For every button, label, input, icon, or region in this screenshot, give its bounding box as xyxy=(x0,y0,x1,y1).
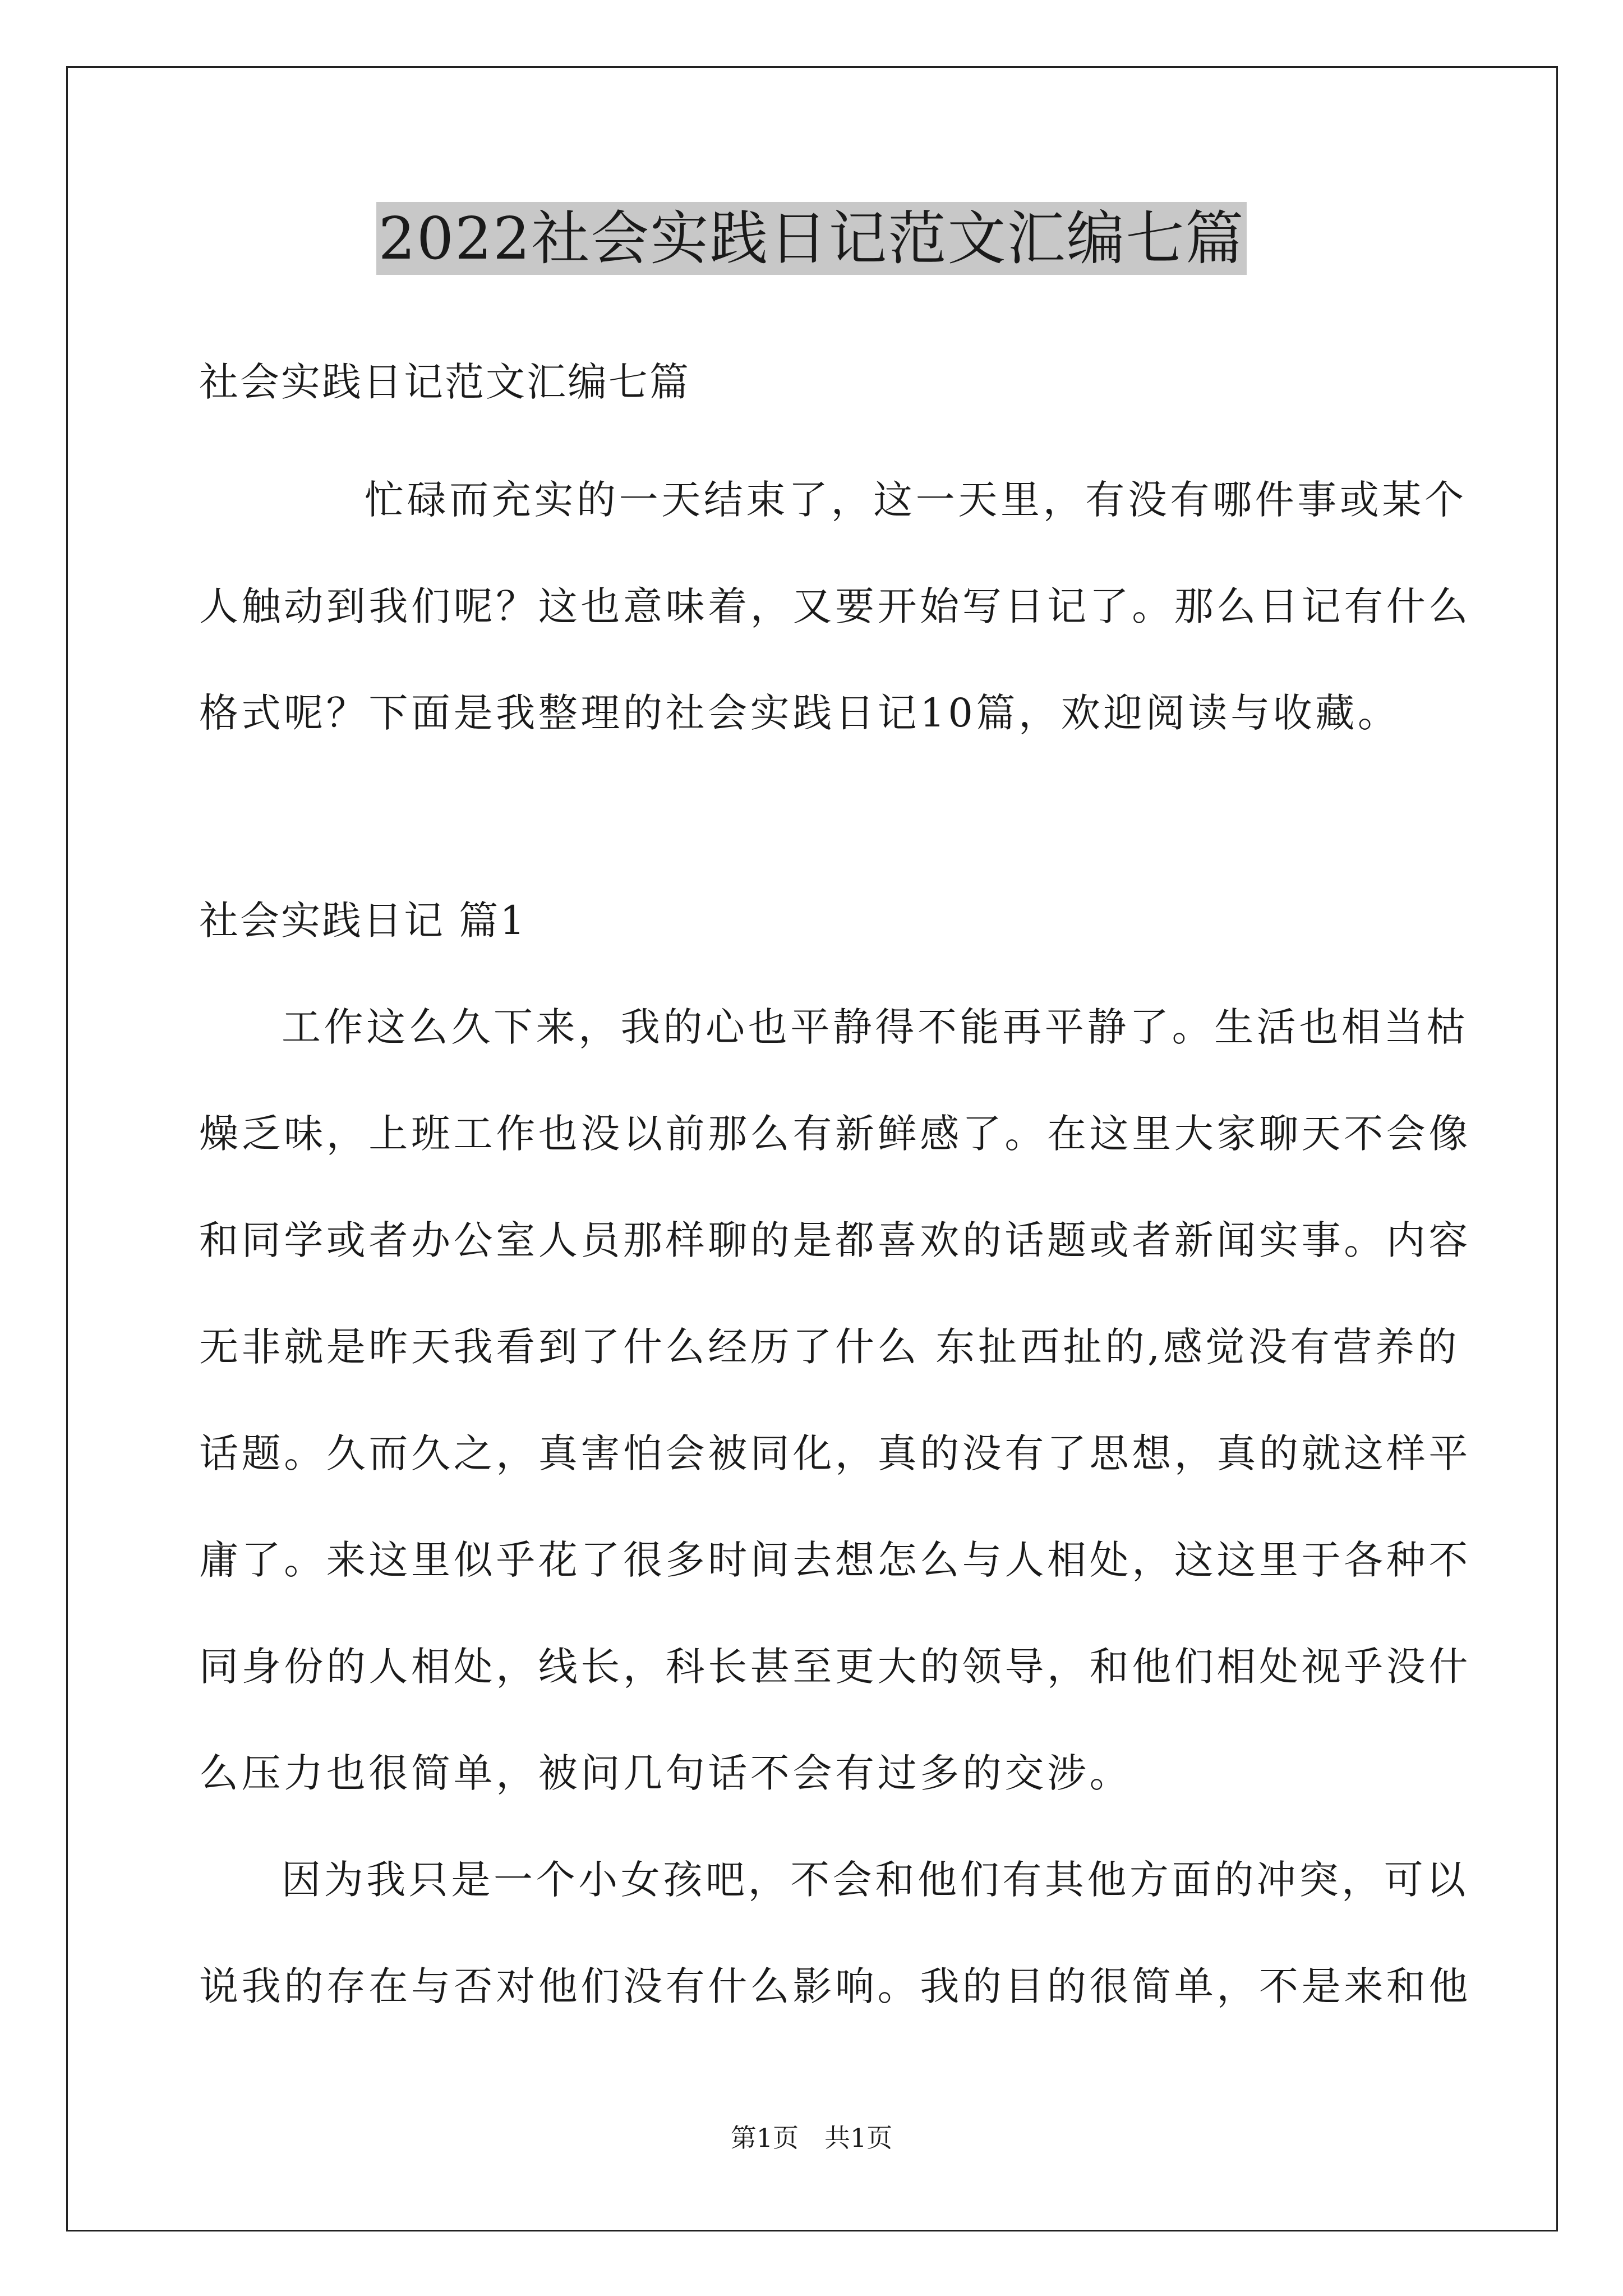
section-heading: 社会实践日记 篇1 xyxy=(199,898,527,944)
paragraph-line: 么压力也很简单，被问几句话不会有过多的交涉。 xyxy=(199,1750,1132,1796)
paragraph-line: 和同学或者办公室人员那样聊的是都喜欢的话题或者新闻实事。内容 xyxy=(199,1217,1471,1263)
paragraph-line: 庸了。来这里似乎花了很多时间去想怎么与人相处，这这里于各种不 xyxy=(199,1537,1471,1583)
paragraph-line: 工作这么久下来，我的心也平静得不能再平静了。生活也相当枯 xyxy=(282,1004,1469,1050)
intro-line: 人触动到我们呢？这也意味着，又要开始写日记了。那么日记有什么 xyxy=(199,583,1471,629)
document-title: 2022社会实践日记范文汇编七篇 xyxy=(376,202,1247,275)
intro-line: 忙碌而充实的一天结束了，这一天里，有没有哪件事或某个 xyxy=(365,477,1467,523)
paragraph-line: 话题。久而久之，真害怕会被同化，真的没有了思想，真的就这样平 xyxy=(199,1430,1471,1476)
paragraph-line: 说我的存在与否对他们没有什么影响。我的目的很简单，不是来和他 xyxy=(199,1963,1471,2009)
page-number: 第1页 共1页 xyxy=(730,2123,893,2153)
paragraph-line: 无非就是昨天我看到了什么经历了什么 东扯西扯的,感觉没有营养的 xyxy=(199,1324,1460,1370)
paragraph-line: 燥乏味，上班工作也没以前那么有新鲜感了。在这里大家聊天不会像 xyxy=(199,1111,1471,1157)
intro-line: 格式呢？下面是我整理的社会实践日记10篇，欢迎阅读与收藏。 xyxy=(199,690,1400,736)
document-subtitle: 社会实践日记范文汇编七篇 xyxy=(199,359,690,405)
paragraph-line: 同身份的人相处，线长，科长甚至更大的领导，和他们相处视乎没什 xyxy=(199,1644,1471,1690)
paragraph-line: 因为我只是一个小女孩吧，不会和他们有其他方面的冲突，可以 xyxy=(282,1857,1469,1903)
title-container xyxy=(0,202,1623,275)
